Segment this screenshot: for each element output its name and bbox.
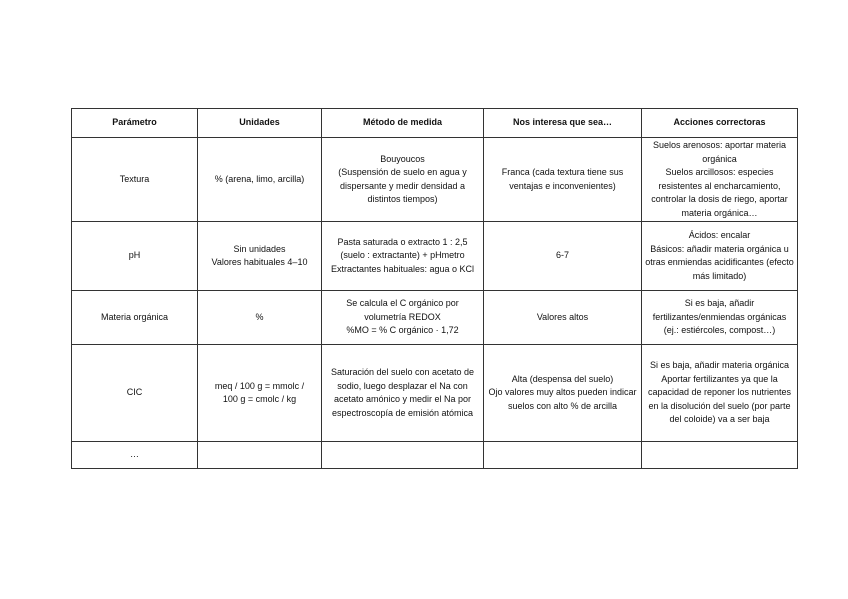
cell-interesa: Valores altos [484,291,642,345]
cell-text: Sin unidades [233,243,286,254]
cell-unidades: % (arena, limo, arcilla) [198,138,322,222]
cell-parametro: pH [72,222,198,291]
cell-empty [322,442,484,469]
cell-text: Extractantes habituales: agua o KCl [330,263,475,274]
cell-acciones [642,345,798,442]
cell-text: Bouyoucos [380,153,425,164]
cell-text: meq / 100 g = mmolc / [214,380,305,391]
cell-parametro: Textura [72,138,198,222]
cell-metodo: Saturación del suelo con acetato de sodio, luego desplazar el Na con acetato amónico y medir el Na por espectroscopía de emisión atómica [322,345,484,442]
cell-unidades [198,222,322,291]
cell-text: Valores habituales 4–10 [211,257,308,267]
cell-text: Ojo valores muy altos pueden indicar suelos con alto % de arcilla [488,387,637,411]
cell-metodo [322,222,484,291]
cell-text: Si es baja, añadir materia orgánica [649,360,790,371]
cell-text: Pasta saturada o extracto 1 : 2,5 (suelo : extractante) + pHmetro [337,236,468,261]
cell-text: Suelos arenosos: aportar materia orgánica [652,140,787,164]
cell-acciones [642,138,798,222]
cell-text: %MO = % C orgánico · 1,72 [346,325,459,336]
header-unidades: Unidades [198,109,322,138]
cell-metodo [322,291,484,345]
cell-text: (Suspensión de suelo en agua y dispersante y medir densidad a distintos tiempos) [338,167,467,204]
cell-interesa [484,345,642,442]
table-row-ph [72,222,798,291]
cell-text: Básicos: añadir materia orgánica u otras enmiendas acidificantes (efecto más limitado) [645,243,794,281]
soil-parameters-table [71,108,798,469]
cell-unidades [198,345,322,442]
table-row-textura [72,138,798,222]
cell-empty [484,442,642,469]
cell-text: Se calcula el C orgánico por volumetría REDOX [346,298,459,322]
header-interesa: Nos interesa que sea… [484,109,642,138]
cell-acciones [642,222,798,291]
cell-text: Ácidos: encalar [688,230,751,240]
cell-parametro: Materia orgánica [72,291,198,345]
cell-metodo [322,138,484,222]
cell-interesa: Franca (cada textura tiene sus ventajas e inconvenientes) [484,138,642,222]
table-header-row [72,109,798,138]
cell-text: Suelos arcillosos: especies resistentes al encharcamiento, controlar la dosis de riego, aportar materia orgánica… [651,167,788,218]
header-parametro: Parámetro [72,109,198,138]
header-metodo: Método de medida [322,109,484,138]
cell-parametro: CIC [72,345,198,442]
cell-text: Alta (despensa del suelo) [511,373,614,384]
table-row-cic [72,345,798,442]
cell-acciones: Si es baja, añadir fertilizantes/enmiendas orgánicas (ej.: estiércoles, compost…) [642,291,798,345]
cell-interesa: 6-7 [484,222,642,291]
cell-unidades: % [198,291,322,345]
header-acciones: Acciones correctoras [642,109,798,138]
cell-parametro: … [72,442,198,469]
cell-empty [642,442,798,469]
cell-empty [198,442,322,469]
table-row-ellipsis [72,442,798,469]
cell-text: 100 g = cmolc / kg [222,394,297,404]
cell-text: Aportar fertilizantes ya que la capacidad de reponer los nutrientes en la disolución del suelo (por parte del coloide) va a ser baja [647,373,792,425]
table-row-materia-organica [72,291,798,345]
